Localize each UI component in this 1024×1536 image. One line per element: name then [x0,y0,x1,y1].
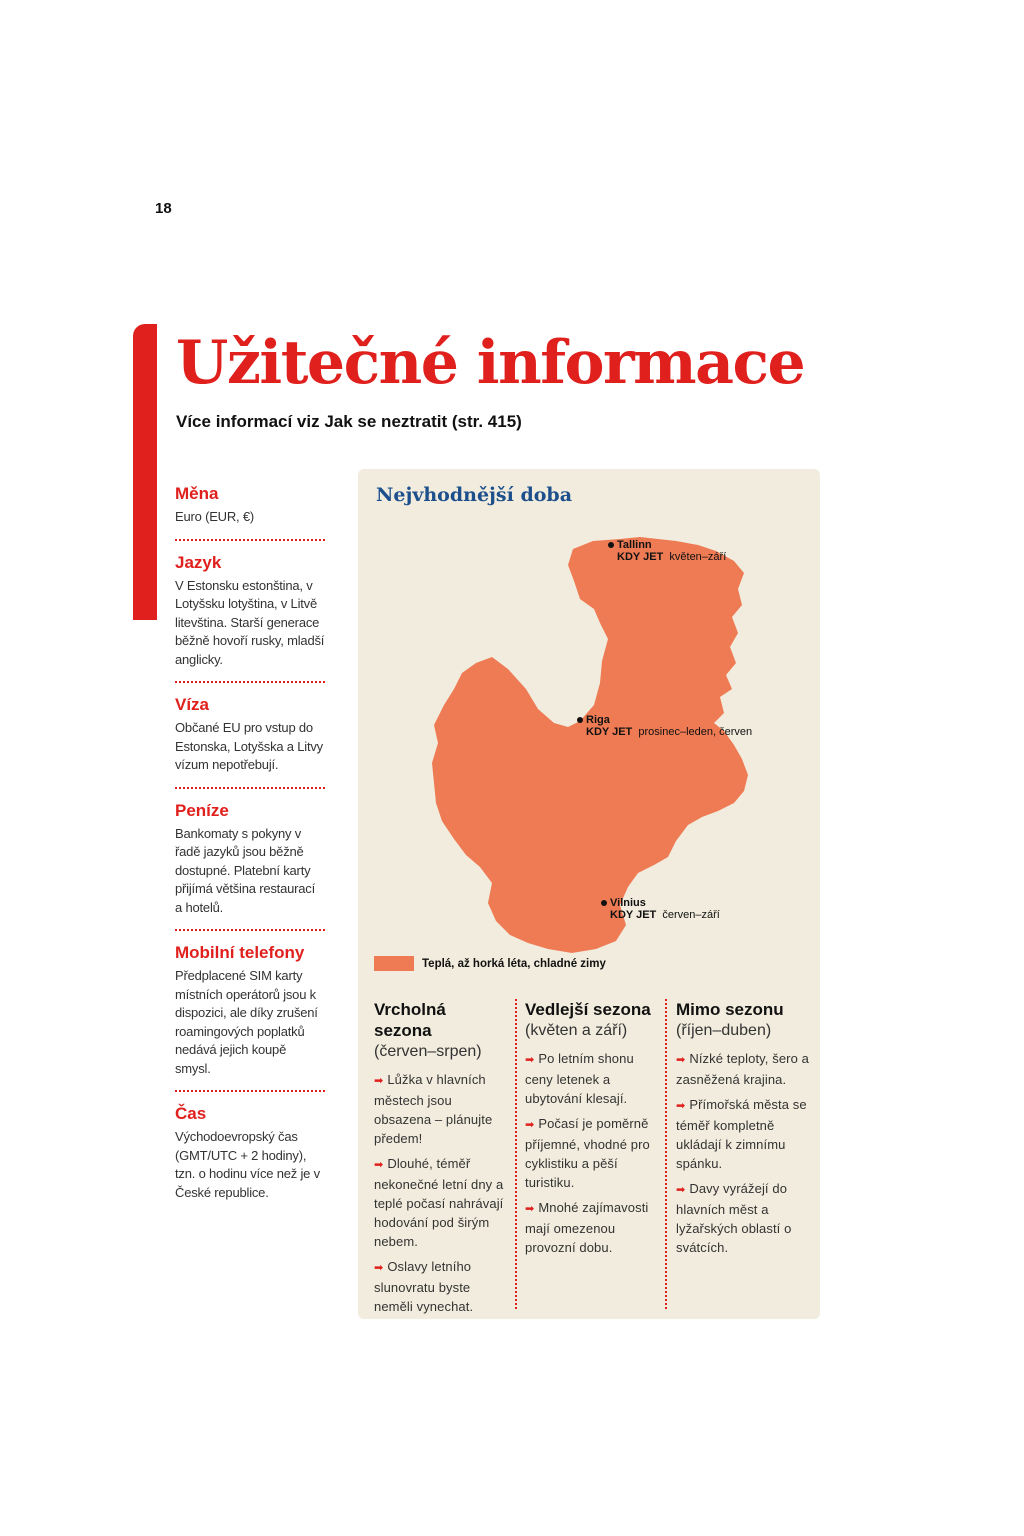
season-divider [515,999,517,1309]
season-item [676,1179,810,1257]
kdy-jet-label: KDY JET [610,909,657,921]
season-shoulder [525,999,659,1263]
arrow-right-icon: ➡ [525,1203,535,1215]
info-text: Východoevropský čas (GMT/UTC + 2 hodiny), tzn. o hodinu více než je v České republice. [175,1129,320,1200]
season-item-text: Davy vyrážejí do hlavních měst a lyžařských oblastí o svátcích. [676,1181,792,1255]
city-when: květen–září [669,551,727,563]
season-title: Vedlejší sezona [525,1000,651,1019]
season-item [525,1198,659,1257]
arrow-right-icon: ➡ [374,1075,384,1087]
season-item [374,1154,508,1251]
kdy-jet-label: KDY JET [586,726,633,738]
season-item-text: Nízké teploty, šero a zasněžená krajina. [676,1051,809,1087]
season-item-text: Oslavy letního slunovratu byste neměli vynechat. [374,1259,474,1314]
info-text: Euro (EUR, €) [175,509,255,524]
info-text: Předplacené SIM karty místních operátorů jsou k dispozici, ale díky zrušení roamingových poplatků nedává jejich koupě smysl. [175,968,318,1076]
arrow-right-icon: ➡ [525,1054,535,1066]
city-marker [601,900,607,906]
season-title: Vrcholná sezona [374,1000,446,1040]
season-title: Mimo sezonu [676,1000,784,1019]
city-label-riga [586,714,752,738]
info-sidebar [175,484,325,1226]
info-block-time [175,1104,325,1214]
legend-swatch [374,956,414,971]
season-item-text: Přímořská města se téměř kompletně ukládají k zimnímu spánku. [676,1097,807,1171]
info-text: Bankomaty s pokyny v řadě jazyků jsou běžně dostupné. Platební karty přijímá většina restaurací a hotelů. [175,825,316,915]
arrow-right-icon: ➡ [676,1184,686,1196]
page-number: 18 [155,200,172,217]
city-name: Vilnius [610,897,646,909]
season-item [676,1049,810,1089]
info-block-language [175,553,325,684]
info-heading: Mobilní telefony [175,943,305,962]
city-marker [608,542,614,548]
page-subtitle: Více informací viz Jak se neztratit (str. 415) [176,412,522,431]
info-heading: Čas [175,1104,207,1123]
page-title: Užitečné informace [176,328,805,398]
season-item [374,1257,508,1316]
info-heading: Peníze [175,800,229,820]
legend-text: Teplá, až horká léta, chladné zimy [422,957,606,970]
season-off [676,999,810,1263]
info-block-money [175,801,325,932]
season-item [374,1070,508,1148]
info-text: V Estonsku estonština, v Lotyšsku lotyština, v Litvě litevština. Starší generace běžně hovoří rusky, mladší anglicky. [175,577,325,667]
red-accent-bar [133,324,157,620]
city-when: prosinec–leden, červen [638,726,753,738]
city-name: Riga [586,714,610,726]
info-block-currency [175,484,325,541]
info-heading: Víza [175,695,210,714]
season-item [525,1114,659,1192]
arrow-right-icon: ➡ [374,1262,384,1274]
arrow-right-icon: ➡ [374,1159,384,1171]
season-item [676,1095,810,1173]
season-item-text: Po letním shonu ceny letenek a ubytování klesají. [525,1051,634,1106]
city-label-vilnius [610,897,720,921]
info-heading: Jazyk [175,552,222,572]
season-peak [374,999,508,1322]
info-block-visa [175,695,325,789]
season-period: (říjen–duben) [676,1022,772,1039]
map-shape-baltics [432,537,748,953]
season-period: (květen a září) [525,1022,628,1039]
season-item [525,1049,659,1108]
panel-title: Nejvhodnější doba [376,484,573,506]
arrow-right-icon: ➡ [525,1119,535,1131]
season-period: (červen–srpen) [374,1043,482,1060]
season-item-text: Mnohé zajímavosti mají omezenou provozní dobu. [525,1200,649,1255]
arrow-right-icon: ➡ [676,1054,686,1066]
info-block-phones [175,943,325,1092]
info-text: Občané EU pro vstup do Estonska, Lotyšska a Litvy vízum nepotřebují. [175,720,323,772]
season-item-text: Počasí je poměrně příjemné, vhodné pro cyklistiku a pěší turistiku. [525,1116,650,1190]
best-time-panel [358,469,820,1319]
city-name: Tallinn [617,539,652,551]
kdy-jet-label: KDY JET [617,551,664,563]
season-item-text: Dlouhé, téměř nekonečné letní dny a teplé počasí nahrávají hodování pod širým nebem. [374,1156,504,1249]
city-marker [577,717,583,723]
city-when: červen–září [662,909,720,921]
map-legend [374,956,606,971]
arrow-right-icon: ➡ [676,1100,686,1112]
season-divider [665,999,667,1309]
city-label-tallinn [617,539,726,563]
season-item-text: Lůžka v hlavních městech jsou obsazena – plánujte předem! [374,1072,493,1146]
info-heading: Měna [175,484,219,503]
